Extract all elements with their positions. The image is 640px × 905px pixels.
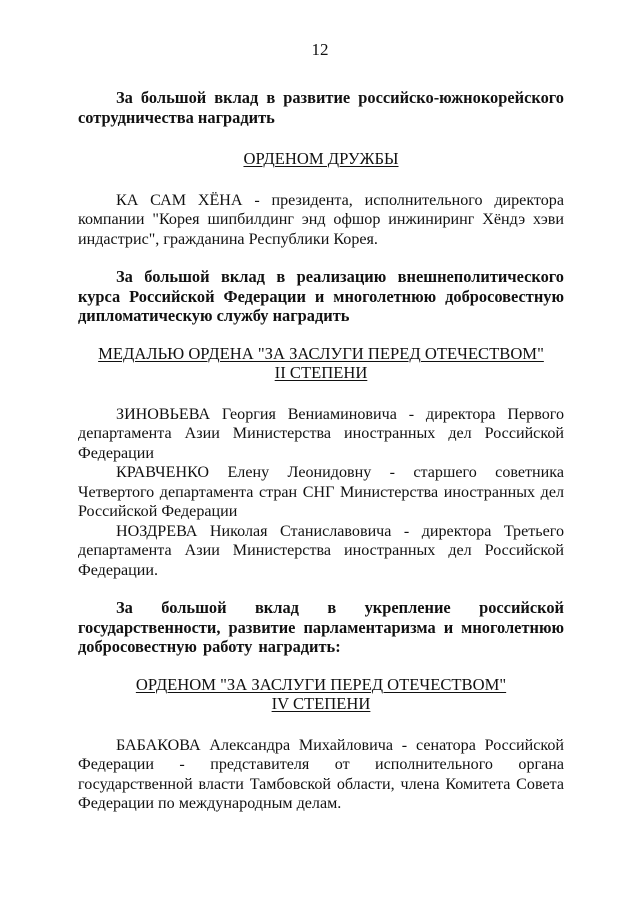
award-title: [78, 344, 564, 364]
recipient-entry: БАБАКОВА Александра Михайловича - сенатора Российской Федерации - представителя от исполнительного органа государственной власти Тамбовской области, члена Комитета Совета Федерации по международным делам.: [78, 736, 564, 812]
award-degree-line: II СТЕПЕНИ: [274, 363, 368, 382]
page-number: 12: [311, 40, 329, 59]
award-title: [78, 149, 564, 169]
award-degree-line: IV СТЕПЕНИ: [271, 694, 371, 713]
award-title: [78, 675, 564, 695]
document-body: [78, 88, 564, 814]
recipient-entry: КА САМ ХЁНА - президента, исполнительного директора компании "Корея шипбилдинг энд офшор инжиниринг Хёндэ хэви индастрис", гражданина Республики Корея.: [78, 191, 564, 248]
award-title-line: ОРДЕНОМ "ЗА ЗАСЛУГИ ПЕРЕД ОТЕЧЕСТВОМ": [135, 674, 507, 694]
award-degree: [78, 694, 564, 714]
award-title-line: ОРДЕНОМ ДРУЖБЫ: [243, 149, 399, 168]
recipient-entry: КРАВЧЕНКО Елену Леонидовну - старшего советника Четвертого департамента стран СНГ Министерства иностранных дел Российской Федерации: [78, 464, 564, 520]
recipient-entry: ЗИНОВЬЕВА Георгия Вениаминовича - директора Первого департамента Азии Министерства иностранных дел Российской Федерации: [78, 405, 564, 462]
recipient-entry: НОЗДРЕВА Николая Станиславовича - директора Третьего департамента Азии Министерства иностранных дел Российской Федерации.: [78, 522, 564, 579]
award-intro: За большой вклад в реализацию внешнеполитического курса Российской Федерации и многолетнюю добросовестную дипломатическую службу наградить: [78, 267, 564, 325]
award-intro: За большой вклад в развитие российско-южнокорейского сотрудничества наградить: [78, 88, 564, 127]
award-title-line: МЕДАЛЬЮ ОРДЕНА "ЗА ЗАСЛУГИ ПЕРЕД ОТЕЧЕСТВОМ": [98, 343, 544, 363]
award-intro: За большой вклад в укрепление российской государственности, развитие парламентаризма и многолетнюю добросовестную работу наградить:: [78, 598, 564, 656]
award-degree: [78, 363, 564, 383]
